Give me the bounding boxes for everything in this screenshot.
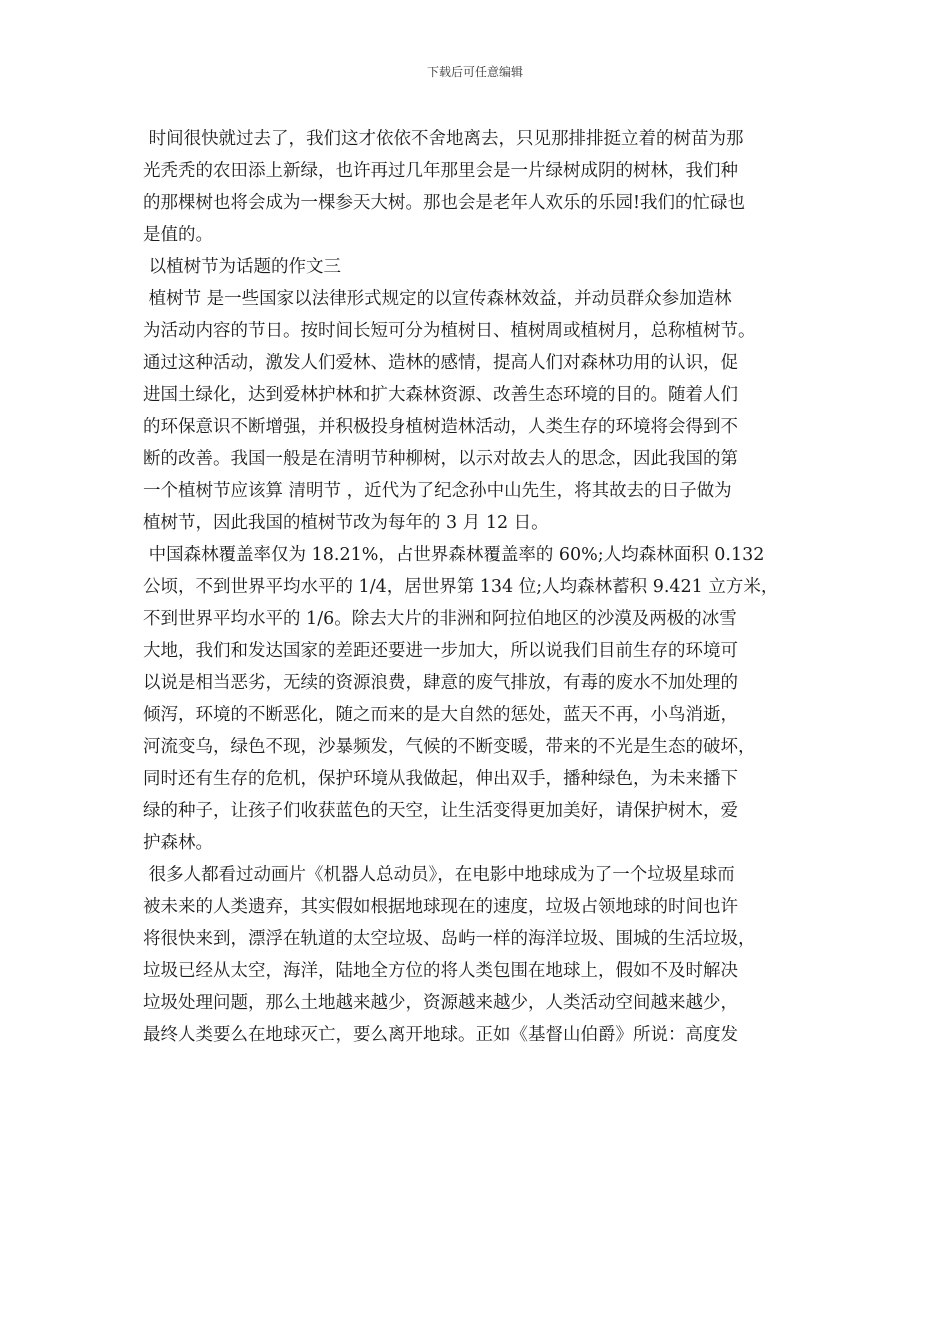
text-line: 植树节，因此我国的植树节改为每年的 3 月 12 日。 (143, 513, 549, 533)
document-body (143, 123, 813, 1051)
text-line: 最终人类要么在地球灭亡，要么离开地球。正如《基督山伯爵》所说：高度发 (143, 1025, 738, 1045)
text-line: 中国森林覆盖率仅为 18.21%，占世界森林覆盖率的 60%;人均森林面积 0.132 (143, 545, 765, 565)
text-line: 光秃秃的农田添上新绿，也许再过几年那里会是一片绿树成阴的树林，我们种 (143, 161, 738, 181)
text-line: 将很快来到，漂浮在轨道的太空垃圾、岛屿一样的海洋垃圾、围城的生活垃圾， (143, 929, 756, 949)
text-line: 护森林。 (143, 833, 213, 853)
text-line: 倾泻，环境的不断恶化，随之而来的是大自然的惩处，蓝天不再，小鸟消逝， (143, 705, 738, 725)
text-line: 进国土绿化，达到爱林护林和扩大森林资源、改善生态环境的目的。随着人们 (143, 385, 738, 405)
text-line: 被未来的人类遗弃，其实假如根据地球现在的速度，垃圾占领地球的时间也许 (143, 897, 738, 917)
text-line: 公顷，不到世界平均水平的 1/4，居世界第 134 位;人均森林蓄积 9.421 立方米， (143, 577, 779, 597)
section-heading: 以植树节为话题的作文三 (143, 257, 342, 277)
text-line: 垃圾已经从太空，海洋，陆地全方位的将人类包围在地球上，假如不及时解决 (143, 961, 738, 981)
page-header: 下载后可任意编辑 (426, 65, 523, 79)
text-line: 绿的种子，让孩子们收获蓝色的天空，让生活变得更加美好，请保护树木，爱 (143, 801, 738, 821)
text-line: 植树节 是一些国家以法律形式规定的以宣传森林效益，并动员群众参加造林 (143, 289, 732, 309)
text-line: 垃圾处理问题，那么土地越来越少，资源越来越少，人类活动空间越来越少， (143, 993, 738, 1013)
text-line: 以说是相当恶劣，无续的资源浪费，肆意的废气排放，有毒的废水不加处理的 (143, 673, 738, 693)
text-line: 时间很快就过去了，我们这才依依不舍地离去，只见那排排挺立着的树苗为那 (143, 129, 744, 149)
text-line: 大地，我们和发达国家的差距还要进一步加大，所以说我们目前生存的环境可 (143, 641, 738, 661)
text-line: 同时还有生存的危机，保护环境从我做起，伸出双手，播种绿色，为未来播下 (143, 769, 738, 789)
text-line: 为活动内容的节日。按时间长短可分为植树日、植树周或植树月，总称植树节。 (143, 321, 756, 341)
text-line: 一个植树节应该算 清明节 ，近代为了纪念孙中山先生，将其故去的日子做为 (143, 481, 732, 501)
text-line: 是值的。 (143, 225, 213, 245)
text-line: 的那棵树也将会成为一棵参天大树。那也会是老年人欢乐的乐园!我们的忙碌也 (143, 193, 746, 213)
text-line: 很多人都看过动画片《机器人总动员》，在电影中地球成为了一个垃圾星球而 (143, 865, 735, 885)
text-line: 不到世界平均水平的 1/6。除去大片的非洲和阿拉伯地区的沙漠及两极的冰雪 (143, 609, 737, 629)
text-line: 断的改善。我国一般是在清明节种柳树，以示对故去人的思念，因此我国的第 (143, 449, 738, 469)
text-line: 河流变乌，绿色不现，沙暴频发，气候的不断变暖，带来的不光是生态的破坏， (143, 737, 756, 757)
text-line: 通过这种活动，激发人们爱林、造林的感情，提高人们对森林功用的认识，促 (143, 353, 738, 373)
text-line: 的环保意识不断增强，并积极投身植树造林活动，人类生存的环境将会得到不 (143, 417, 738, 437)
